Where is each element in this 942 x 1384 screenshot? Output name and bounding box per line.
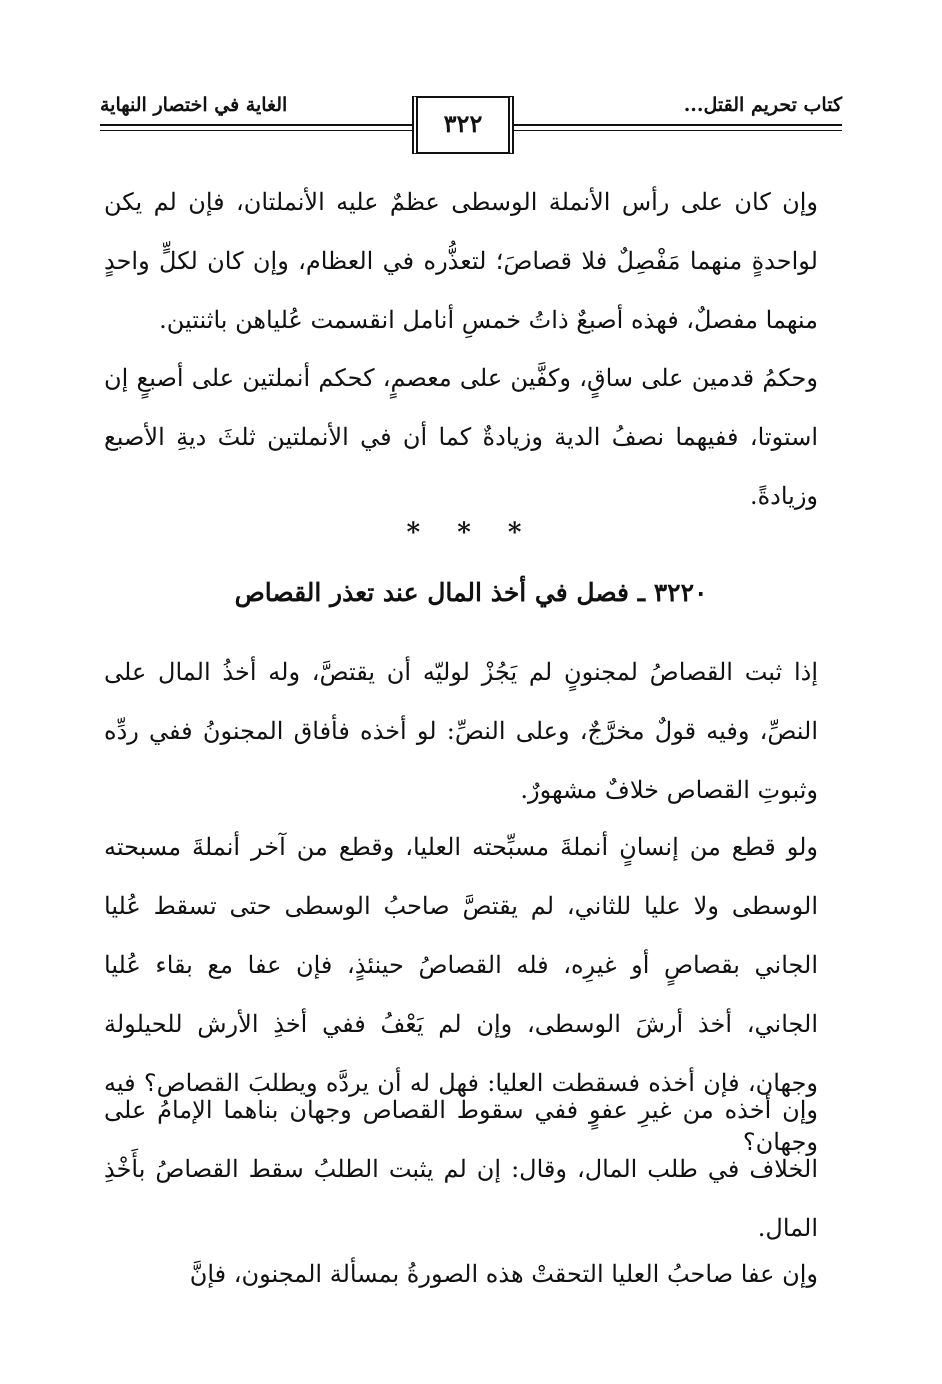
paragraph: وإن أخذه من غيرِ عفوٍ ففي سقوط القصاص وجهان بناهما الإمامُ على الخلاف في طلب المال، وقال: إن لم يثبت الطلبُ سقط القصاصُ بأَخْذِ المال. [104, 1096, 819, 1242]
paragraph: ولو قطع من إنسانٍ أنملةَ مسبِّحته العليا، وقطع من آخر أنملةَ مسبحته الوسطى ولا عليا للثاني، لم يقتصَّ صاحبُ الوسطى حتى تسقط عُليا الجاني بقصاصٍ أو غيرِه، فله القصاصُ حينئذٍ، فإن عفا مع بقاء عُليا الجاني، أخذ أرشَ الوسطى، وإن لم يَعْفُ ففي أخذِ الأرش للحيلولة وجهان، فإن أخذه فسقطت العليا: فهل له أن يردَّه ويطلبَ القصاص؟ فيه وجهان؟ [104, 833, 819, 1156]
paragraph: وإن كان على رأس الأنملة الوسطى عظمٌ عليه الأنملتان، فإن لم يكن لواحدةٍ منهما مَفْصِلٌ فلا قصاصَ؛ لتعذُّره في العظام، وإن كان لكلٍّ واحدٍ منهما مفصلٌ، فهذه أصبعٌ ذاتُ خمسِ أنامل انقسمت عُلياهن باثنتين. [104, 188, 818, 334]
paragraph: إذا ثبت القصاصُ لمجنونٍ لم يَجُزْ لوليّه أن يقتصَّ، وله أخذُ المال على النصِّ، وفيه قولٌ مخرَّجٌ، وعلى النصِّ: لو أخذه فأفاق المجنونُ ففي ردِّه وثبوتِ القصاص خلافٌ مشهورٌ. [104, 658, 818, 804]
paragraph: وإن عفا صاحبُ العليا التحقتْ هذه الصورةُ بمسألة المجنون، فإنَّ [189, 1260, 818, 1288]
section-separator: * * * [406, 518, 536, 548]
page-number: ٣٢٢ [412, 96, 514, 154]
running-header-chapter: كتاب تحريم القتل... [683, 94, 842, 116]
paragraph: وحكمُ قدمين على ساقٍ، وكفَّين على معصمٍ، كحكم أنملتين على أصبعٍ إن استوتا، ففيهما نصفُ الدية وزيادةٌ كما أن في الأنملتين ثلثَ ديةِ الأصبع وزيادةً. [104, 364, 818, 510]
running-header-book-title: الغاية في اختصار النهاية [100, 94, 288, 116]
section-heading: ٣٢٢٠ ـ فصل في أخذ المال عند تعذر القصاص [234, 578, 708, 607]
